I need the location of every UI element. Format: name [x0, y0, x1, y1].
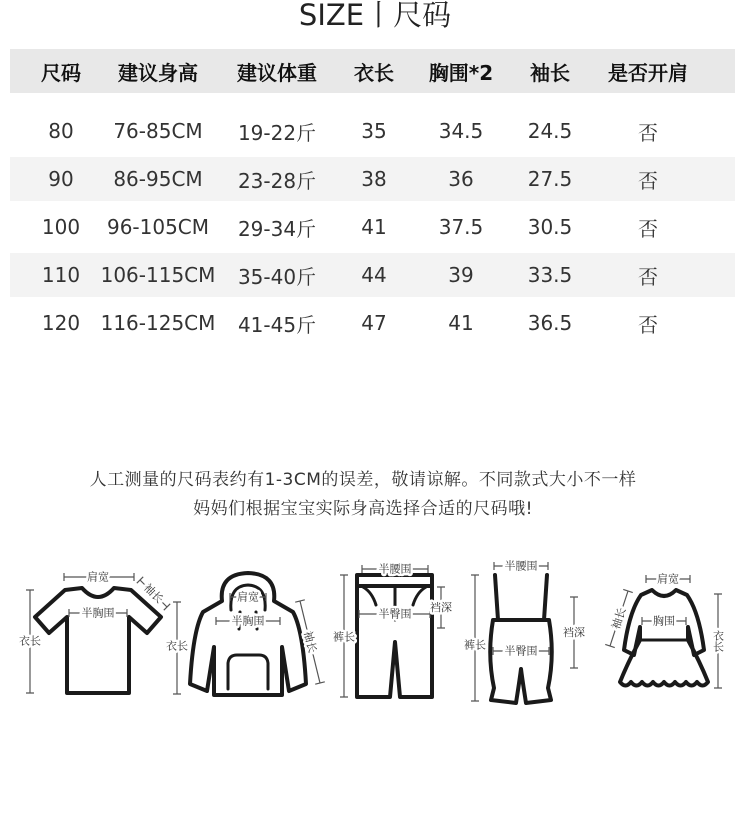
- page-title: SIZE丨尺码: [298, 0, 452, 32]
- overalls-icon: [490, 620, 552, 703]
- table-cell: 80: [48, 119, 74, 143]
- pants-rise-label: 裆深: [430, 601, 452, 614]
- column-header-chest: 胸围*2: [428, 60, 494, 85]
- overalls-half-waist-label: 半腰围: [504, 559, 538, 573]
- tshirt-half-chest-label: 半胸围: [81, 606, 115, 620]
- table-cell: 96-105CM: [106, 215, 210, 239]
- table-cell: 90: [48, 167, 74, 191]
- table-cell: 27.5: [527, 167, 573, 191]
- table-cell: 120: [41, 311, 81, 335]
- table-row: [10, 253, 735, 297]
- overalls-rise-label: 裆深: [563, 626, 585, 639]
- table-cell: 106-115CM: [100, 263, 216, 287]
- overalls-length-label: 裤长: [464, 638, 486, 652]
- table-cell: 36.5: [527, 311, 573, 335]
- pants-length-label: 裤长: [333, 630, 355, 644]
- overalls-diagram: [464, 559, 585, 704]
- dress-sleeve-length-label: 袖长: [609, 606, 629, 631]
- table-cell: 100: [41, 215, 81, 239]
- table-cell: 35: [361, 119, 387, 143]
- table-cell: 33.5: [527, 263, 573, 287]
- hoodie-length-label: 衣长: [166, 639, 188, 653]
- table-cell: 23-28斤: [237, 168, 317, 193]
- pants-diagram: [333, 562, 452, 698]
- column-header-height: 建议身高: [118, 60, 198, 85]
- table-cell: 35-40斤: [237, 264, 317, 289]
- measurement-notes: [0, 466, 726, 524]
- tshirt-diagram: [19, 570, 170, 694]
- tshirt-shoulder-width-label: 肩宽: [87, 570, 109, 584]
- table-cell: 116-125CM: [100, 311, 216, 335]
- overalls-straps: [495, 575, 547, 620]
- table-cell: 39: [448, 263, 474, 287]
- tshirt-length-label: 衣长: [19, 634, 41, 648]
- table-cell: 44: [361, 263, 387, 287]
- table-cell: 76-85CM: [113, 119, 203, 143]
- tshirt-sleeve-length-label: 袖长: [141, 581, 166, 606]
- column-header-sleeve: 袖长: [530, 60, 570, 85]
- table-cell: 86-95CM: [113, 167, 203, 191]
- table-row: [10, 205, 735, 249]
- pants-half-waist-label: 半腰围: [378, 562, 412, 576]
- hoodie-shoulder-width-label: 肩宽: [237, 590, 259, 604]
- measurement-note-line-1: 人工测量的尺码表约有1-3CM的误差，敬请谅解。不同款式大小不一样: [89, 470, 637, 490]
- table-cell: 否: [638, 312, 658, 337]
- dress-chest-label: 胸围: [653, 614, 675, 628]
- tshirt-icon: [35, 588, 161, 693]
- dress-diagram: [605, 572, 724, 689]
- table-cell: 37.5: [438, 215, 484, 239]
- table-cell: 否: [638, 216, 658, 241]
- table-cell: 24.5: [527, 119, 573, 143]
- table-cell: 36: [448, 167, 474, 191]
- size-table: [10, 49, 735, 349]
- table-cell: 38: [361, 167, 387, 191]
- table-header-row: [10, 49, 735, 93]
- dress-shoulder-width-label: 肩宽: [657, 572, 679, 586]
- column-header-size: 尺码: [41, 60, 81, 85]
- garment-diagrams: [0, 555, 750, 715]
- column-header-length: 衣长: [354, 60, 394, 85]
- dress-icon: [620, 590, 708, 686]
- table-cell: 41: [448, 311, 474, 335]
- table-row: [10, 301, 735, 345]
- pants-waistband: [357, 575, 432, 586]
- table-cell: 19-22斤: [237, 120, 317, 145]
- pants-half-hip-label: 半臀围: [378, 607, 412, 621]
- overalls-half-hip-label: 半臀围: [504, 644, 538, 658]
- table-row: [10, 109, 735, 153]
- hoodie-half-chest-label: 半胸围: [231, 614, 265, 628]
- hoodie-diagram: [166, 573, 325, 695]
- table-cell: 41-45斤: [237, 312, 317, 337]
- table-cell: 110: [41, 263, 81, 287]
- hoodie-sleeve-length-label: 袖长: [301, 629, 319, 655]
- table-cell: 34.5: [438, 119, 484, 143]
- column-header-weight: 建议体重: [237, 60, 317, 85]
- table-cell: 否: [638, 120, 658, 145]
- table-cell: 否: [638, 168, 658, 193]
- table-cell: 否: [638, 264, 658, 289]
- table-cell: 29-34斤: [237, 216, 317, 241]
- table-cell: 41: [361, 215, 387, 239]
- measurement-note-line-2: 妈妈们根据宝宝实际身高选择合适的尺码哦!: [193, 499, 533, 519]
- column-header-shoulder-opening: 是否开肩: [608, 60, 688, 85]
- table-body: [10, 109, 735, 345]
- table-cell: 30.5: [527, 215, 573, 239]
- dress-length-label: 衣长: [711, 630, 725, 652]
- table-row: [10, 157, 735, 201]
- table-cell: 47: [361, 311, 387, 335]
